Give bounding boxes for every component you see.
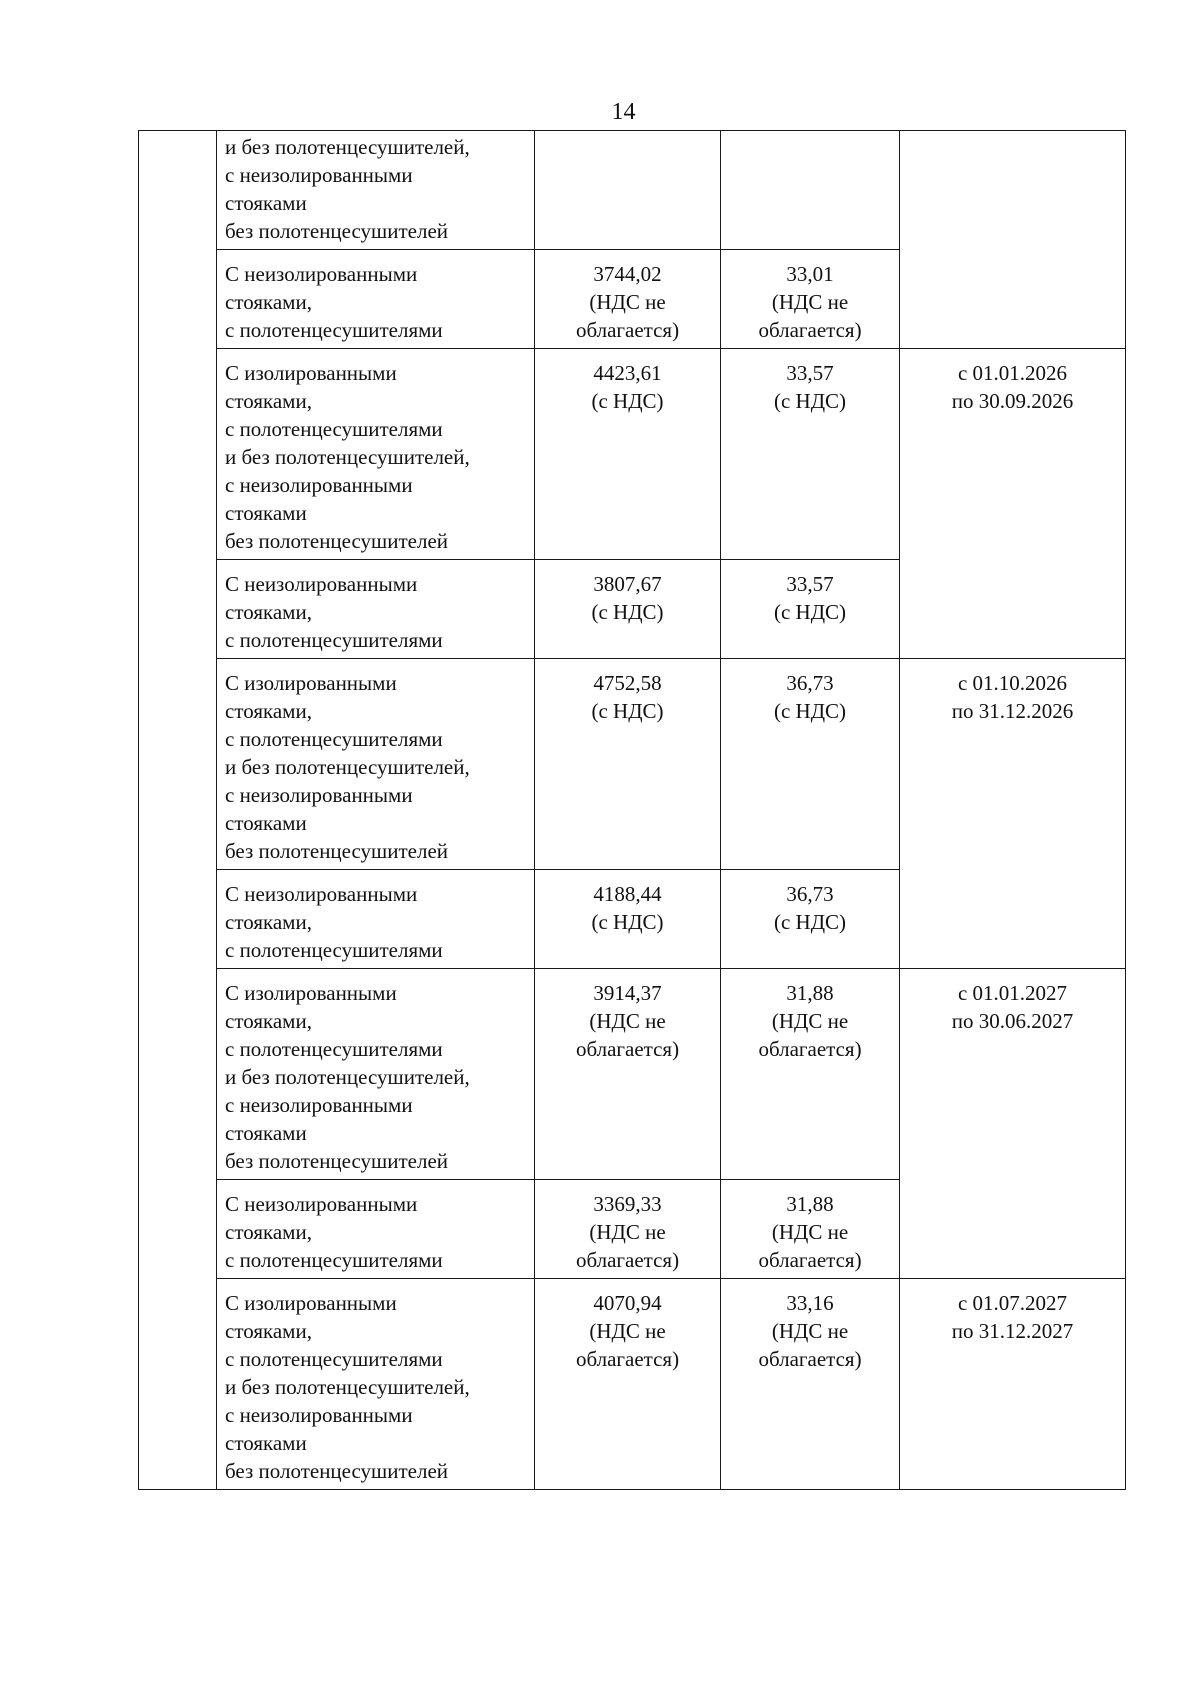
- tariff-value-line: 3369,33: [593, 1192, 662, 1216]
- description-line: стояками: [225, 191, 307, 215]
- tariff-value-line: облагается): [575, 1248, 680, 1272]
- description-line: стояками: [225, 811, 307, 835]
- tariff-value-cell: [535, 560, 721, 659]
- description-line: стояками,: [225, 600, 312, 624]
- tariff-value-cell: [535, 131, 721, 250]
- description-line: стояками,: [225, 699, 312, 723]
- component-value-line: 33,16: [786, 1291, 834, 1315]
- component-value-line: облагается): [758, 318, 862, 342]
- period-line: по 31.12.2027: [951, 1319, 1074, 1343]
- description-line: с полотенцесушителями: [225, 1347, 443, 1371]
- description-cell: [217, 1279, 535, 1490]
- description-line: с неизолированными: [225, 473, 413, 497]
- component-value-line: 36,73: [786, 671, 834, 695]
- description-line: с полотенцесушителями: [225, 1037, 443, 1061]
- description-line: С неизолированными: [225, 882, 418, 906]
- component-value-line: (с НДС): [773, 600, 847, 624]
- description-line: и без полотенцесушителей,: [225, 1065, 470, 1089]
- tariff-value-line: (НДС не: [589, 1319, 666, 1343]
- component-value-line: облагается): [758, 1037, 862, 1061]
- period-line: по 30.06.2027: [951, 1009, 1074, 1033]
- component-value-cell: [721, 131, 900, 250]
- description-line: стояками: [225, 1121, 307, 1145]
- period-cell: [900, 659, 1126, 969]
- period-line: с 01.01.2027: [957, 981, 1068, 1005]
- tariff-value-line: 4423,61: [593, 361, 662, 385]
- tariff-value-line: облагается): [575, 1037, 680, 1061]
- component-value-cell: [721, 659, 900, 870]
- tariff-value-line: 3744,02: [593, 262, 662, 286]
- period-cell: [900, 1279, 1126, 1490]
- component-value-line: 36,73: [786, 882, 834, 906]
- tariff-value-cell: [535, 250, 721, 349]
- description-line: С изолированными: [225, 671, 397, 695]
- component-value-cell: [721, 870, 900, 969]
- description-line: без полотенцесушителей: [225, 1149, 449, 1173]
- description-line: с неизолированными: [225, 163, 413, 187]
- table-row: [139, 1279, 1126, 1490]
- description-line: С неизолированными: [225, 572, 418, 596]
- component-value-line: (НДС не: [771, 1220, 849, 1244]
- tariff-value-line: облагается): [575, 318, 680, 342]
- description-line: С неизолированными: [225, 1192, 418, 1216]
- description-line: стояками: [225, 501, 307, 525]
- tariff-value-line: (НДС не: [589, 1220, 666, 1244]
- description-line: с полотенцесушителями: [225, 1248, 443, 1272]
- description-cell: [217, 349, 535, 560]
- tariff-value-line: (с НДС): [591, 600, 664, 624]
- period-line: с 01.10.2026: [957, 671, 1068, 695]
- description-line: С изолированными: [225, 1291, 397, 1315]
- tariff-value-line: 4188,44: [593, 882, 662, 906]
- description-cell: [217, 969, 535, 1180]
- tariff-value-line: (с НДС): [591, 910, 664, 934]
- description-line: с неизолированными: [225, 1093, 413, 1117]
- description-line: без полотенцесушителей: [225, 529, 449, 553]
- component-value-line: 33,57: [786, 361, 834, 385]
- tariff-value-line: 4752,58: [593, 671, 662, 695]
- component-value-cell: [721, 1180, 900, 1279]
- description-line: и без полотенцесушителей,: [225, 135, 470, 159]
- component-value-cell: [721, 560, 900, 659]
- description-line: без полотенцесушителей: [225, 839, 449, 863]
- component-value-cell: [721, 969, 900, 1180]
- component-value-line: облагается): [758, 1248, 862, 1272]
- description-line: с полотенцесушителями: [225, 727, 443, 751]
- description-line: стояками,: [225, 1009, 312, 1033]
- tariff-value-cell: [535, 349, 721, 560]
- tariff-value-line: 4070,94: [593, 1291, 662, 1315]
- description-cell: [217, 870, 535, 969]
- component-value-line: облагается): [758, 1347, 862, 1371]
- period-line: с 01.01.2026: [957, 361, 1068, 385]
- tariff-value-cell: [535, 1279, 721, 1490]
- description-line: стояками,: [225, 389, 312, 413]
- description-cell: [217, 560, 535, 659]
- component-value-line: 33,01: [786, 262, 834, 286]
- description-line: без полотенцесушителей: [225, 219, 449, 243]
- tariff-value-line: облагается): [575, 1347, 680, 1371]
- component-value-line: (НДС не: [771, 290, 849, 314]
- component-value-line: (НДС не: [771, 1319, 849, 1343]
- tariff-value-line: (с НДС): [591, 389, 664, 413]
- table-row: [139, 349, 1126, 560]
- tariff-table-body: [139, 131, 1126, 1490]
- description-line: стояками,: [225, 290, 312, 314]
- description-line: с полотенцесушителями: [225, 318, 443, 342]
- period-cell: [900, 131, 1126, 349]
- component-value-line: (с НДС): [773, 389, 847, 413]
- component-value-cell: [721, 349, 900, 560]
- description-line: стояками: [225, 1431, 307, 1455]
- description-line: и без полотенцесушителей,: [225, 445, 470, 469]
- tariff-value-cell: [535, 1180, 721, 1279]
- tariff-value-cell: [535, 870, 721, 969]
- description-line: без полотенцесушителей: [225, 1459, 449, 1483]
- table-row: [139, 131, 1126, 250]
- tariff-value-line: (НДС не: [589, 1009, 666, 1033]
- table-row: [139, 969, 1126, 1180]
- tariff-value-cell: [535, 659, 721, 870]
- description-line: стояками,: [225, 1220, 312, 1244]
- row-number-cell: [139, 131, 217, 1490]
- component-value-cell: [721, 250, 900, 349]
- description-line: с неизолированными: [225, 783, 413, 807]
- page-number: 14: [611, 99, 636, 125]
- component-value-cell: [721, 1279, 900, 1490]
- description-cell: [217, 1180, 535, 1279]
- period-line: по 31.12.2026: [951, 699, 1074, 723]
- tariff-table: [138, 130, 1126, 1490]
- tariff-value-line: 3914,37: [593, 981, 662, 1005]
- description-cell: [217, 659, 535, 870]
- description-line: стояками,: [225, 910, 312, 934]
- description-line: С изолированными: [225, 361, 397, 385]
- period-cell: [900, 969, 1126, 1279]
- component-value-line: (с НДС): [773, 910, 847, 934]
- component-value-line: (НДС не: [771, 1009, 849, 1033]
- description-line: с полотенцесушителями: [225, 628, 443, 652]
- table-row: [139, 659, 1126, 870]
- tariff-value-line: (НДС не: [589, 290, 666, 314]
- component-value-line: (с НДС): [773, 699, 847, 723]
- period-line: по 30.09.2026: [951, 389, 1074, 413]
- component-value-line: 31,88: [786, 1192, 834, 1216]
- period-cell: [900, 349, 1126, 659]
- period-line: с 01.07.2027: [957, 1291, 1068, 1315]
- description-cell: [217, 250, 535, 349]
- tariff-value-line: (с НДС): [591, 699, 664, 723]
- tariff-value-line: 3807,67: [593, 572, 662, 596]
- description-line: и без полотенцесушителей,: [225, 755, 470, 779]
- description-line: с полотенцесушителями: [225, 417, 443, 441]
- component-value-line: 33,57: [786, 572, 834, 596]
- component-value-line: 31,88: [786, 981, 834, 1005]
- description-line: С неизолированными: [225, 262, 418, 286]
- description-line: стояками,: [225, 1319, 312, 1343]
- description-line: и без полотенцесушителей,: [225, 1375, 470, 1399]
- tariff-value-cell: [535, 969, 721, 1180]
- description-line: с полотенцесушителями: [225, 938, 443, 962]
- description-cell: [217, 131, 535, 250]
- description-line: С изолированными: [225, 981, 397, 1005]
- description-line: с неизолированными: [225, 1403, 413, 1427]
